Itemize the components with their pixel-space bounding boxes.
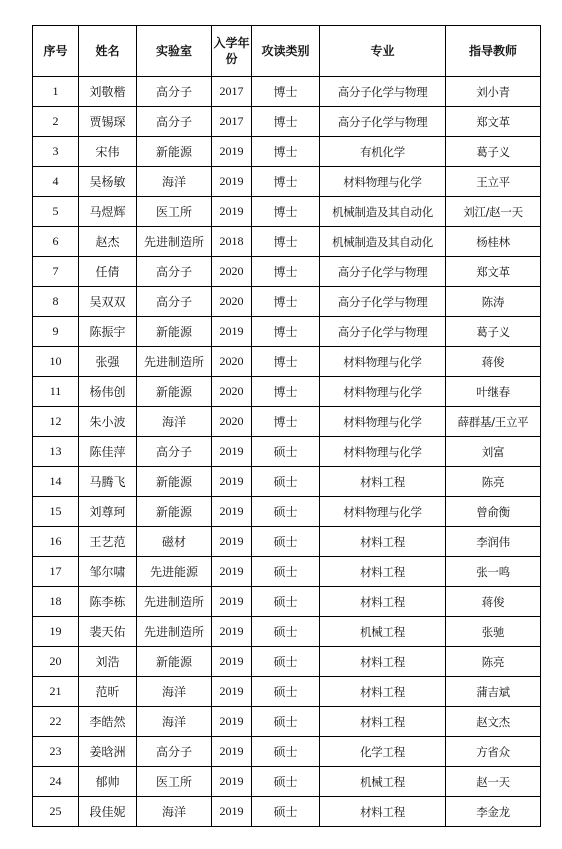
cell-degree: 博士 <box>252 347 320 377</box>
cell-index: 23 <box>33 737 79 767</box>
header-lab: 实验室 <box>137 26 212 77</box>
cell-lab: 新能源 <box>137 647 212 677</box>
cell-lab: 磁材 <box>137 527 212 557</box>
table-row <box>33 497 541 527</box>
cell-major: 有机化学 <box>320 137 446 167</box>
cell-name: 邹尔啸 <box>79 557 137 587</box>
cell-year: 2019 <box>212 677 252 707</box>
cell-year: 2020 <box>212 257 252 287</box>
cell-advisor: 陈涛 <box>446 287 541 317</box>
header-index: 序号 <box>33 26 79 77</box>
cell-major: 高分子化学与物理 <box>320 317 446 347</box>
header-name: 姓名 <box>79 26 137 77</box>
cell-degree: 博士 <box>252 257 320 287</box>
cell-name: 朱小波 <box>79 407 137 437</box>
cell-advisor: 李金龙 <box>446 797 541 827</box>
cell-lab: 海洋 <box>137 167 212 197</box>
cell-index: 17 <box>33 557 79 587</box>
cell-year: 2020 <box>212 287 252 317</box>
header-row <box>33 26 541 77</box>
cell-year: 2020 <box>212 407 252 437</box>
cell-advisor: 刘江/赵一天 <box>446 197 541 227</box>
table-row <box>33 107 541 137</box>
cell-lab: 高分子 <box>137 287 212 317</box>
cell-name: 陈振宇 <box>79 317 137 347</box>
header-major: 专业 <box>320 26 446 77</box>
cell-major: 材料工程 <box>320 677 446 707</box>
cell-name: 陈佳萍 <box>79 437 137 467</box>
cell-degree: 博士 <box>252 287 320 317</box>
cell-lab: 先进制造所 <box>137 587 212 617</box>
table-row <box>33 377 541 407</box>
table-row <box>33 557 541 587</box>
cell-name: 王艺范 <box>79 527 137 557</box>
cell-advisor: 方省众 <box>446 737 541 767</box>
cell-year: 2017 <box>212 107 252 137</box>
cell-degree: 博士 <box>252 197 320 227</box>
table-row <box>33 317 541 347</box>
cell-index: 18 <box>33 587 79 617</box>
cell-major: 高分子化学与物理 <box>320 287 446 317</box>
cell-name: 郁帅 <box>79 767 137 797</box>
cell-advisor: 张驰 <box>446 617 541 647</box>
cell-major: 机械制造及其自动化 <box>320 227 446 257</box>
cell-lab: 高分子 <box>137 77 212 107</box>
cell-index: 15 <box>33 497 79 527</box>
cell-index: 4 <box>33 167 79 197</box>
cell-index: 2 <box>33 107 79 137</box>
cell-year: 2017 <box>212 77 252 107</box>
header-year: 入学年份 <box>212 26 252 77</box>
cell-degree: 硕士 <box>252 497 320 527</box>
cell-advisor: 郑文革 <box>446 107 541 137</box>
cell-year: 2019 <box>212 437 252 467</box>
cell-year: 2019 <box>212 707 252 737</box>
cell-advisor: 薛群基/王立平 <box>446 407 541 437</box>
cell-major: 材料工程 <box>320 797 446 827</box>
header-degree: 攻读类别 <box>252 26 320 77</box>
cell-name: 李皓然 <box>79 707 137 737</box>
table-row <box>33 287 541 317</box>
cell-name: 杨伟创 <box>79 377 137 407</box>
header-advisor: 指导教师 <box>446 26 541 77</box>
cell-index: 5 <box>33 197 79 227</box>
cell-advisor: 李润伟 <box>446 527 541 557</box>
cell-major: 材料工程 <box>320 707 446 737</box>
cell-name: 姜晗洲 <box>79 737 137 767</box>
cell-lab: 新能源 <box>137 137 212 167</box>
cell-major: 材料物理与化学 <box>320 347 446 377</box>
table-row <box>33 707 541 737</box>
cell-index: 20 <box>33 647 79 677</box>
cell-lab: 海洋 <box>137 407 212 437</box>
cell-year: 2019 <box>212 497 252 527</box>
table-header <box>33 26 541 77</box>
cell-degree: 硕士 <box>252 467 320 497</box>
table-row <box>33 527 541 557</box>
cell-index: 1 <box>33 77 79 107</box>
cell-advisor: 蒲吉斌 <box>446 677 541 707</box>
cell-major: 材料物理与化学 <box>320 167 446 197</box>
cell-lab: 海洋 <box>137 797 212 827</box>
cell-index: 11 <box>33 377 79 407</box>
cell-index: 12 <box>33 407 79 437</box>
table-row <box>33 737 541 767</box>
cell-major: 材料物理与化学 <box>320 437 446 467</box>
cell-index: 9 <box>33 317 79 347</box>
cell-year: 2019 <box>212 767 252 797</box>
cell-name: 刘敬楷 <box>79 77 137 107</box>
cell-degree: 博士 <box>252 407 320 437</box>
cell-degree: 硕士 <box>252 797 320 827</box>
cell-index: 25 <box>33 797 79 827</box>
cell-advisor: 蒋俊 <box>446 347 541 377</box>
cell-index: 24 <box>33 767 79 797</box>
cell-lab: 先进制造所 <box>137 617 212 647</box>
cell-advisor: 刘小青 <box>446 77 541 107</box>
cell-index: 16 <box>33 527 79 557</box>
cell-year: 2019 <box>212 797 252 827</box>
cell-major: 高分子化学与物理 <box>320 77 446 107</box>
cell-name: 任倩 <box>79 257 137 287</box>
cell-name: 张强 <box>79 347 137 377</box>
cell-lab: 海洋 <box>137 677 212 707</box>
cell-year: 2019 <box>212 317 252 347</box>
cell-major: 材料工程 <box>320 647 446 677</box>
table-row <box>33 647 541 677</box>
cell-lab: 海洋 <box>137 707 212 737</box>
cell-year: 2019 <box>212 737 252 767</box>
cell-advisor: 陈亮 <box>446 647 541 677</box>
cell-index: 6 <box>33 227 79 257</box>
cell-year: 2019 <box>212 557 252 587</box>
table-row <box>33 587 541 617</box>
cell-year: 2019 <box>212 167 252 197</box>
cell-name: 刘尊珂 <box>79 497 137 527</box>
cell-name: 陈李栋 <box>79 587 137 617</box>
cell-advisor: 赵一天 <box>446 767 541 797</box>
table-row <box>33 227 541 257</box>
cell-lab: 新能源 <box>137 497 212 527</box>
cell-index: 8 <box>33 287 79 317</box>
cell-index: 19 <box>33 617 79 647</box>
cell-advisor: 曾俞衡 <box>446 497 541 527</box>
cell-index: 13 <box>33 437 79 467</box>
cell-degree: 硕士 <box>252 437 320 467</box>
cell-advisor: 葛子义 <box>446 137 541 167</box>
cell-index: 14 <box>33 467 79 497</box>
cell-year: 2019 <box>212 647 252 677</box>
cell-major: 化学工程 <box>320 737 446 767</box>
cell-lab: 高分子 <box>137 737 212 767</box>
cell-name: 吴杨敏 <box>79 167 137 197</box>
table-row <box>33 77 541 107</box>
cell-major: 材料工程 <box>320 587 446 617</box>
cell-name: 马腾飞 <box>79 467 137 497</box>
cell-name: 裴天佑 <box>79 617 137 647</box>
table-row <box>33 617 541 647</box>
cell-year: 2020 <box>212 377 252 407</box>
cell-advisor: 王立平 <box>446 167 541 197</box>
table-row <box>33 797 541 827</box>
cell-major: 材料工程 <box>320 527 446 557</box>
cell-advisor: 蒋俊 <box>446 587 541 617</box>
cell-year: 2019 <box>212 197 252 227</box>
cell-name: 贾锡琛 <box>79 107 137 137</box>
cell-major: 机械工程 <box>320 617 446 647</box>
cell-lab: 新能源 <box>137 377 212 407</box>
cell-index: 22 <box>33 707 79 737</box>
table-row <box>33 347 541 377</box>
cell-major: 高分子化学与物理 <box>320 257 446 287</box>
cell-major: 材料物理与化学 <box>320 377 446 407</box>
table-row <box>33 167 541 197</box>
cell-degree: 硕士 <box>252 767 320 797</box>
table-row <box>33 437 541 467</box>
cell-advisor: 葛子义 <box>446 317 541 347</box>
cell-major: 材料物理与化学 <box>320 497 446 527</box>
cell-advisor: 郑文革 <box>446 257 541 287</box>
cell-lab: 新能源 <box>137 317 212 347</box>
cell-name: 宋伟 <box>79 137 137 167</box>
cell-degree: 博士 <box>252 77 320 107</box>
cell-advisor: 张一鸣 <box>446 557 541 587</box>
cell-degree: 硕士 <box>252 587 320 617</box>
cell-name: 马煜辉 <box>79 197 137 227</box>
cell-lab: 高分子 <box>137 257 212 287</box>
cell-lab: 医工所 <box>137 197 212 227</box>
cell-major: 材料工程 <box>320 467 446 497</box>
cell-year: 2019 <box>212 467 252 497</box>
cell-degree: 硕士 <box>252 737 320 767</box>
table-row <box>33 137 541 167</box>
table-row <box>33 257 541 287</box>
cell-major: 机械工程 <box>320 767 446 797</box>
cell-year: 2020 <box>212 347 252 377</box>
cell-index: 7 <box>33 257 79 287</box>
cell-name: 刘浩 <box>79 647 137 677</box>
cell-degree: 硕士 <box>252 617 320 647</box>
cell-lab: 先进制造所 <box>137 227 212 257</box>
table-row <box>33 677 541 707</box>
cell-year: 2019 <box>212 527 252 557</box>
cell-major: 高分子化学与物理 <box>320 107 446 137</box>
cell-degree: 硕士 <box>252 557 320 587</box>
cell-index: 21 <box>33 677 79 707</box>
cell-advisor: 刘富 <box>446 437 541 467</box>
cell-lab: 先进能源 <box>137 557 212 587</box>
cell-name: 范昕 <box>79 677 137 707</box>
cell-degree: 博士 <box>252 137 320 167</box>
cell-name: 吴双双 <box>79 287 137 317</box>
cell-lab: 医工所 <box>137 767 212 797</box>
student-table <box>32 25 541 827</box>
cell-year: 2019 <box>212 617 252 647</box>
cell-degree: 硕士 <box>252 647 320 677</box>
cell-degree: 博士 <box>252 227 320 257</box>
table-row <box>33 467 541 497</box>
cell-index: 10 <box>33 347 79 377</box>
cell-lab: 高分子 <box>137 107 212 137</box>
cell-lab: 高分子 <box>137 437 212 467</box>
table-row <box>33 197 541 227</box>
cell-degree: 博士 <box>252 317 320 347</box>
cell-lab: 先进制造所 <box>137 347 212 377</box>
cell-name: 段佳妮 <box>79 797 137 827</box>
cell-major: 机械制造及其自动化 <box>320 197 446 227</box>
cell-year: 2018 <box>212 227 252 257</box>
table-row <box>33 407 541 437</box>
cell-index: 3 <box>33 137 79 167</box>
cell-year: 2019 <box>212 137 252 167</box>
cell-degree: 博士 <box>252 107 320 137</box>
cell-degree: 硕士 <box>252 527 320 557</box>
cell-advisor: 陈亮 <box>446 467 541 497</box>
cell-advisor: 杨桂林 <box>446 227 541 257</box>
cell-major: 材料物理与化学 <box>320 407 446 437</box>
table-row <box>33 767 541 797</box>
cell-degree: 博士 <box>252 167 320 197</box>
cell-name: 赵杰 <box>79 227 137 257</box>
cell-lab: 新能源 <box>137 467 212 497</box>
table-body <box>33 77 541 827</box>
cell-degree: 博士 <box>252 377 320 407</box>
cell-major: 材料工程 <box>320 557 446 587</box>
cell-advisor: 赵文杰 <box>446 707 541 737</box>
cell-degree: 硕士 <box>252 677 320 707</box>
cell-degree: 硕士 <box>252 707 320 737</box>
cell-year: 2019 <box>212 587 252 617</box>
cell-advisor: 叶继春 <box>446 377 541 407</box>
